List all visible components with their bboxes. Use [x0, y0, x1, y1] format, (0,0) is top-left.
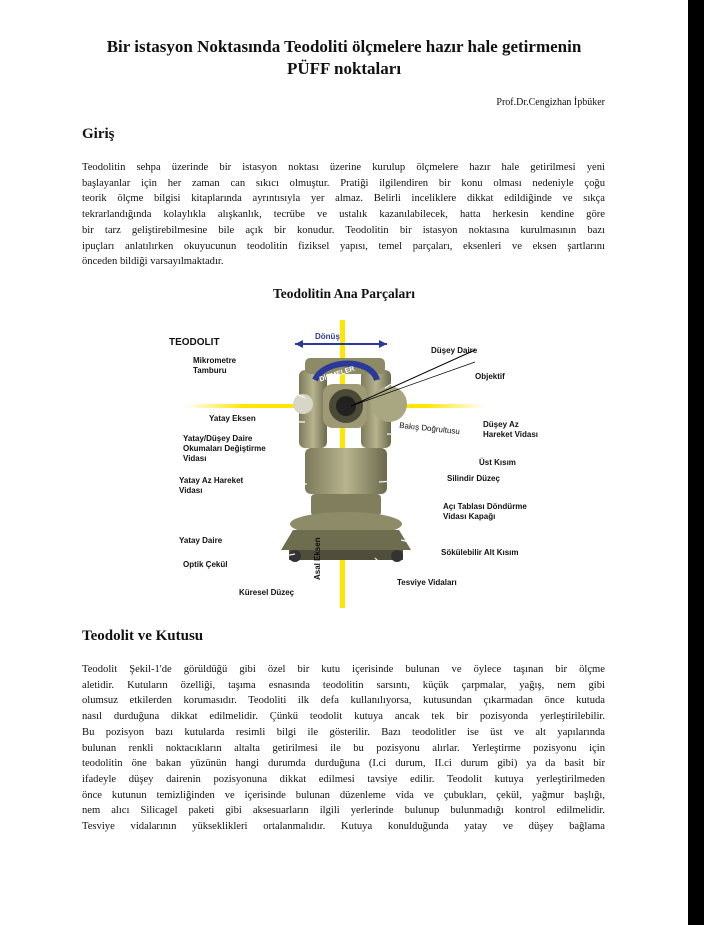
label-silindir-duzec: Silindir Düzeç — [447, 474, 500, 483]
text-line: nasıl durduğuna dikkat edilmelidir. Çünkü teodolit kutuya ancak tek bir pozisyonda yerleştirilebilir. — [82, 711, 605, 723]
label-objektif: Objektif — [475, 372, 505, 381]
text-line: Teodolit Şekil-1'de görüldüğü gibi özel bir kutu içerisinde bulunan ve öylece taşınan bir ölçme — [82, 664, 605, 675]
theodolite-figure — [165, 318, 565, 608]
text-line: teodolitin öne bakan yüzünün hangi durumda durduğuna (I.ci durum, II.ci durum gibi) ya da basit bir — [82, 758, 605, 770]
label-ust-kisim: Üst Kısım — [479, 458, 516, 467]
text-line: bir tarz geliştirebilmesine bile açık bir konudur. Teodolitin bir istasyon noktasına kurulmasının bazı — [82, 224, 605, 236]
label-dikmeler: DİKMELER — [318, 365, 356, 384]
text-line: Tesviye vidalarının yükseklikleri ortalanmalıdır. Kutuya konulduğunda yatay ve düşey bağlama — [82, 821, 605, 833]
text-line: ipuçları anlatılırken okuyucunun teodolitin fiziksel yapısı, temel parçaları, eksenleri ve eksen şartlarını — [82, 240, 605, 252]
label-yatay-daire: Yatay Daire — [179, 536, 223, 545]
label-kuresel-duzec: Küresel Düzeç — [239, 588, 295, 597]
section-heading-giris: Giriş — [82, 126, 115, 142]
text-line: ifadeyle düşey dairenin pozisyonuna dikkat edilmesi tavsiye edilir. Teodolit kutuya yerleştirilmeden — [82, 773, 605, 785]
label-bakis-dogrultusu: Bakış Doğrultusu — [398, 420, 461, 437]
text-line: Teodolitin sehpa üzerinde bir istasyon noktası üzerine kurulup ölçmelere hazır hale getirilmesi yeni — [82, 162, 605, 173]
author-name: Prof.Dr.Cengizhan İpbüker — [496, 97, 605, 108]
text-line: tekrarlandığında kolaylıkla alışkanlık, tecrübe ve ustalık kazanılabilecek, hatta herkesin kendine göre — [82, 209, 605, 221]
text-line: teorik ölçme bilgisi kitaplarında ayrıntısıyla yer almaz. Belirli inceliklere dikkat edildiğinde ve sıkça — [82, 193, 605, 205]
paragraph-kutu — [82, 662, 605, 835]
text-line: bulunan renkli noktacıkların altalta getirilmesi ile bu pozisyonu alırlar. Yerleştirme pozisyonu için — [82, 742, 605, 754]
label-dusey-az: Düşey Az Hareket Vidası — [483, 420, 538, 439]
section-heading-kutu: Teodolit ve Kutusu — [82, 628, 204, 644]
label-dusey-daire: Düşey Daire — [431, 346, 478, 355]
document-title: Bir istasyon Noktasında Teodoliti ölçmelere hazır hale getirmenin PÜFF noktaları — [106, 37, 582, 78]
label-donus: Dönüş — [315, 332, 340, 341]
text-line: nem alıcı Silicagel paketi gibi aksesuarların ilgili yerlerinde bulunup bulunmadığı kontrol edilmelidir. — [82, 805, 605, 817]
label-yatay-az: Yatay Az Hareket Vidası — [179, 476, 244, 495]
text-line: Bu pozisyon bazı kutularda resimli bilgi ile gösterilir. Bazı teodolitler ise üst ve alt yapılarında — [82, 726, 605, 738]
label-optik-cekul: Optik Çekül — [183, 560, 228, 569]
paragraph-giris — [82, 160, 605, 270]
text-line: başlayanlar için her zaman can sıkıcı olmuştur. Pratiği ilgilendiren bir konu olması nedeniyle çoğu — [82, 177, 605, 189]
label-sokulebilir: Sökülebilir Alt Kısım — [441, 548, 519, 557]
label-mikrometre: Mikrometre Tamburu — [193, 356, 237, 375]
figure-title: Teodolitin Ana Parçaları — [272, 286, 415, 301]
label-aci-tablasi: Açı Tablası Döndürme Vidası Kapağı — [443, 502, 527, 521]
label-yatay-eksen: Yatay Eksen — [209, 414, 256, 423]
text-line: önce kutunun temizliğinden ve içerisinde bulunan düzenleme vida ve çubukları, çekül, yağmur başlığı, — [82, 789, 605, 801]
label-okuma-degistirme: Yatay/Düşey Daire Okumaları Değiştirme Vidası — [183, 434, 266, 463]
label-teodolit: TEODOLIT — [169, 337, 220, 348]
text-line: önceden bildiği varsayılmaktadır. — [82, 256, 224, 268]
text-line: aletidir. Kutuların özelliği, taşıma esnasında teodolitin sarsıntı, küçük çarpmalar, yağış, nem gibi — [82, 679, 605, 691]
label-asal-eksen: Asal Eksen — [313, 537, 322, 580]
label-tesviye-vidalari: Tesviye Vidaları — [397, 578, 457, 587]
text-line: olumsuz etkilerden korumasıdır. Teodoliti ilk defa kullanılıyorsa, kutusundan çıkarmadan önce kutuda — [82, 695, 605, 707]
